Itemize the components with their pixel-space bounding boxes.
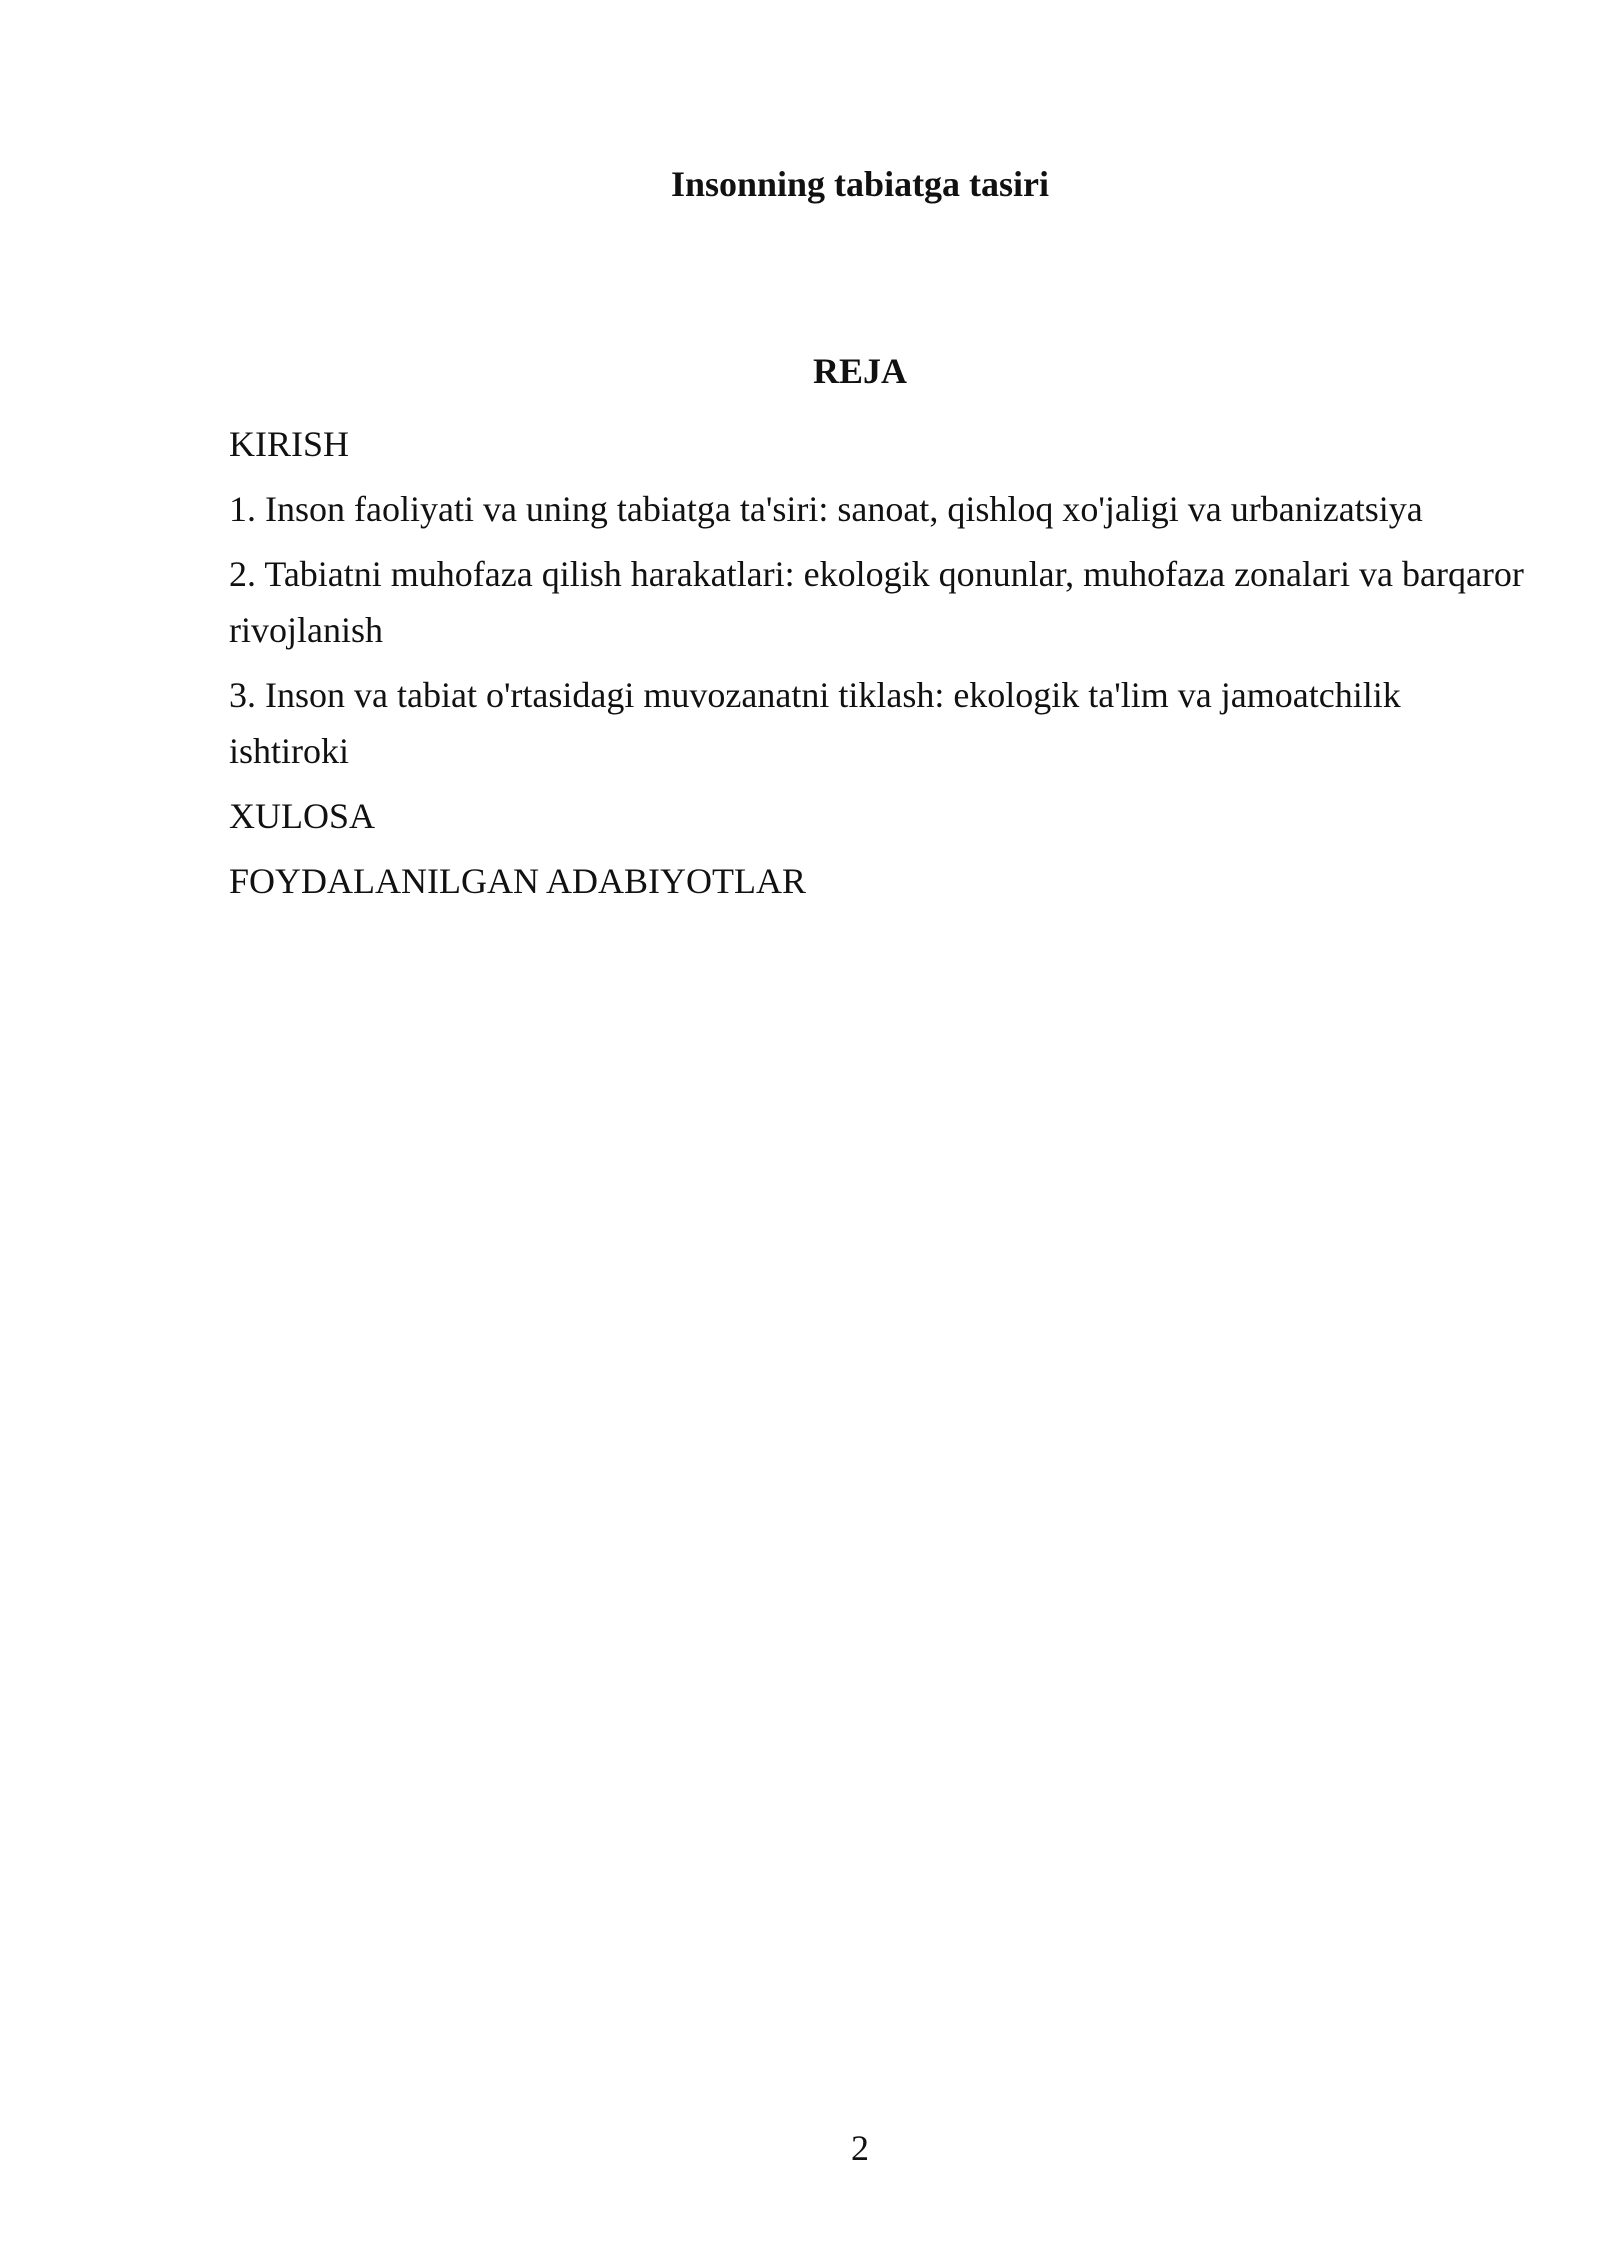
document-title: Insonning tabiatga tasiri: [670, 164, 1050, 204]
plan-item-2: 2. Tabiatni muhofaza qilish harakatlari: ekologik qonunlar, muhofaza zonalari va barqaror rivojlanish: [229, 554, 1524, 650]
plan-item-3: 3. Inson va tabiat o'rtasidagi muvozanatni tiklash: ekologik ta'lim va jamoatchilik ishtiroki: [229, 675, 1401, 771]
plan-list: [229, 416, 1529, 918]
plan-item-conclusion: XULOSA: [229, 796, 376, 836]
plan-item-introduction: KIRISH: [229, 424, 350, 464]
plan-item-1: 1. Inson faoliyati va uning tabiatga ta'siri: sanoat, qishloq xo'jaligi va urbanizatsiya: [229, 489, 1423, 529]
plan-item-references: FOYDALANILGAN ADABIYOTLAR: [229, 861, 806, 901]
plan-heading: REJA: [812, 351, 907, 391]
page-number: 2: [851, 2128, 869, 2168]
